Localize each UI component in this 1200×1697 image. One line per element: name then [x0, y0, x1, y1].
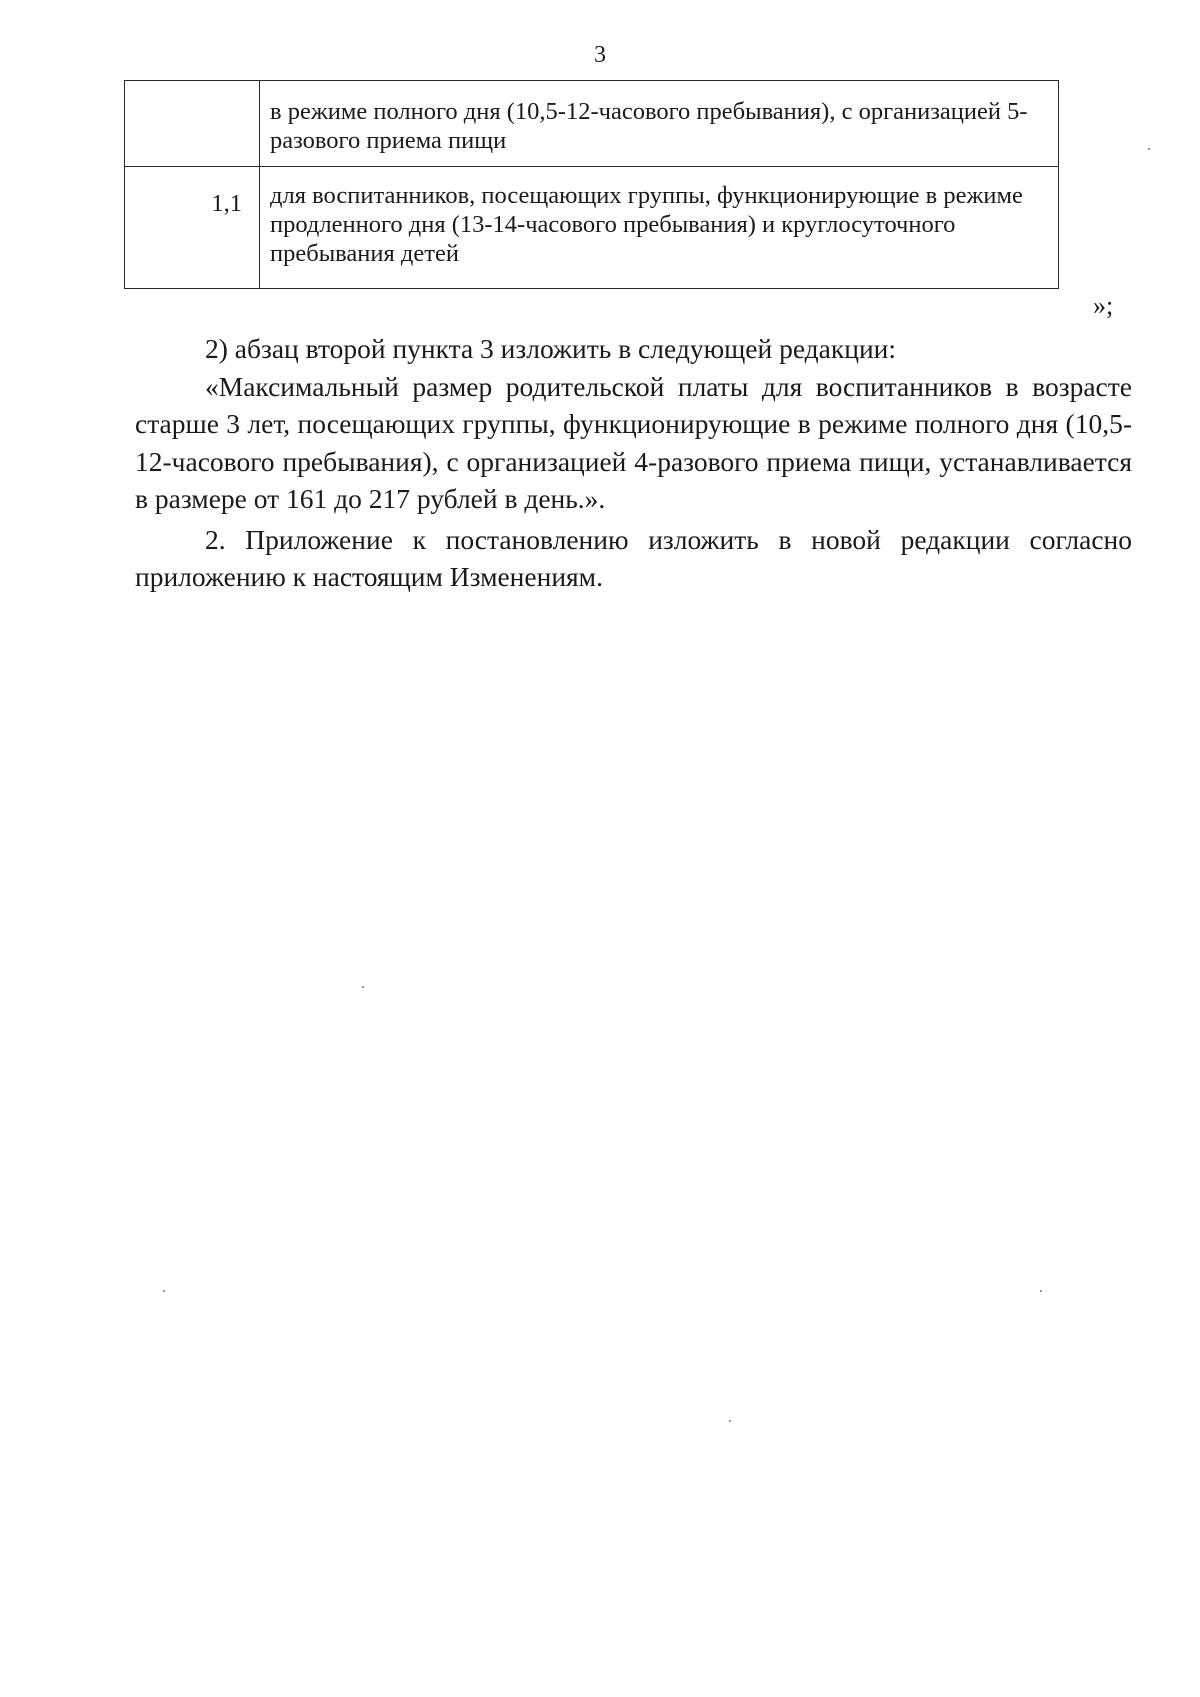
description-cell: в режиме полного дня (10,5-12-часового пребывания), с организацией 5-разового приема пищи: [260, 81, 1059, 167]
page-number: 3: [594, 42, 606, 68]
coefficient-cell: 1,1: [125, 167, 260, 289]
scan-speck: [1148, 148, 1150, 150]
scan-speck: [729, 1420, 731, 1422]
table-row: [125, 81, 1059, 167]
rate-table: [124, 80, 1059, 289]
coefficient-cell: [125, 81, 260, 167]
scan-speck: [163, 1290, 165, 1292]
paragraph-max-fee: «Максимальный размер родительской платы для воспитанников в возрасте старше 3 лет, посещающих группы, функционирующие в режиме полного дня (10,5-12-часового пребывания), с организацией 4-разового приема пищи, устанавливается в размере от 161 до 217 рублей в день.».: [135, 370, 1132, 514]
scan-speck: [362, 986, 364, 988]
paragraph-appendix: 2. Приложение к постановлению изложить в новой редакции согласно приложению к настоящим Изменениям.: [135, 523, 1132, 592]
body-text: [135, 330, 1132, 596]
scan-speck: [1040, 1290, 1042, 1292]
closing-quote: »;: [1093, 291, 1114, 320]
table-row: [125, 167, 1059, 289]
description-cell: для воспитанников, посещающих группы, функционирующие в режиме продленного дня (13-14-часового пребывания) и круглосуточного пребывания детей: [260, 167, 1059, 289]
paragraph-amendment-intro: 2) абзац второй пункта 3 изложить в следующей редакции:: [205, 333, 897, 364]
